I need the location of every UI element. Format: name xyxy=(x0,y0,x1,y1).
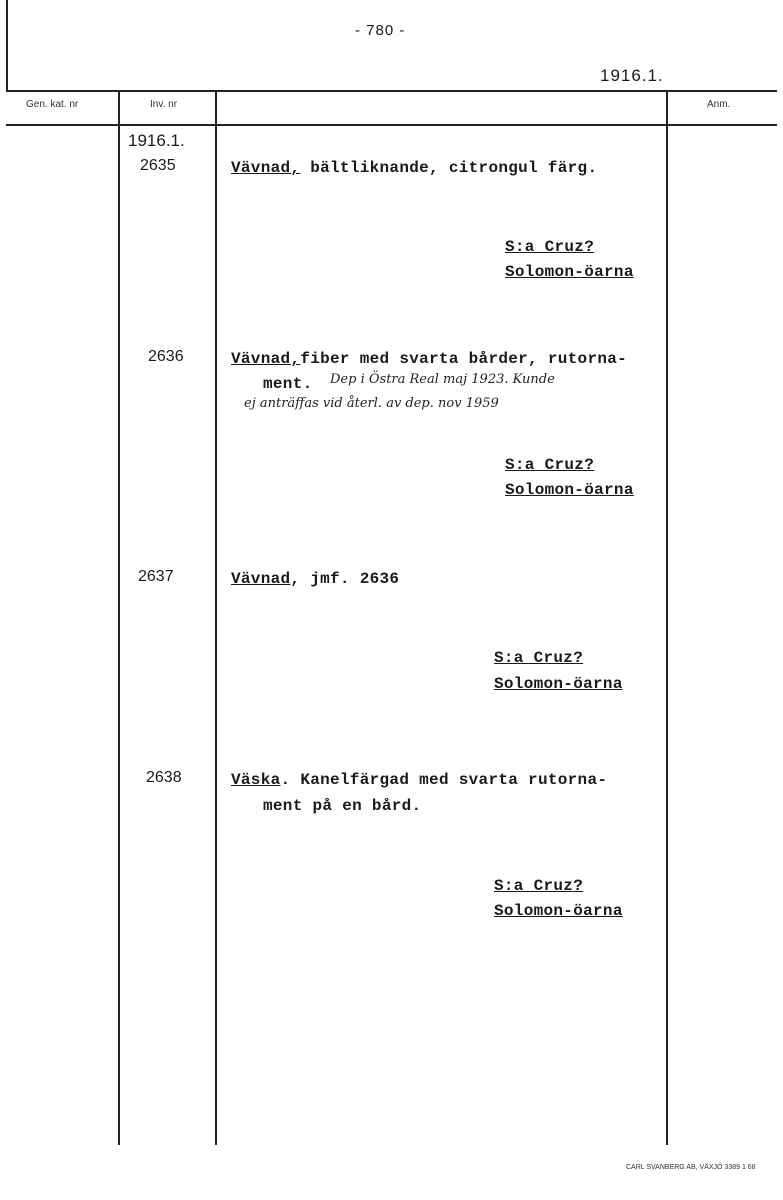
handwritten-note-line2: ej anträffas vid återl. av dep. nov 1959 xyxy=(244,396,499,411)
entry-place: S:a Cruz? xyxy=(494,877,584,895)
entry-title: Väska xyxy=(231,771,281,789)
entry-text: , jmf. 2636 xyxy=(290,570,400,588)
entry-place-region: Solomon-öarna xyxy=(505,481,634,499)
inv-number: 2638 xyxy=(146,769,182,786)
column-divider-text-anm xyxy=(666,90,668,1145)
inv-number: 2636 xyxy=(148,348,184,365)
entry-place: S:a Cruz? xyxy=(505,238,595,256)
handwritten-note: Dep i Östra Real maj 1923. Kunde xyxy=(330,372,555,387)
entry-text: bältliknande, citrongul färg. xyxy=(300,159,598,177)
entry-place-region: Solomon-öarna xyxy=(494,902,623,920)
header-top-rule xyxy=(6,90,777,92)
column-divider-gen-inv xyxy=(118,90,120,1145)
entry-description-line2: ment på en bård. xyxy=(263,797,422,815)
page-left-border xyxy=(6,0,8,91)
entry-title: Vävnad, xyxy=(231,159,301,177)
entry-description xyxy=(231,159,597,177)
column-header-inv-nr: Inv. nr xyxy=(150,99,178,110)
inv-number: 2635 xyxy=(140,157,176,174)
printer-imprint: CARL SVANBERG AB, VÄXJÖ 3389 1 68 xyxy=(626,1164,756,1171)
entry-description xyxy=(231,350,627,368)
column-divider-inv-text xyxy=(215,90,217,1145)
entry-title: Vävnad, xyxy=(231,350,301,368)
page-number: - 780 - xyxy=(355,22,406,39)
entry-text: . Kanelfärgad med svarta rutorna- xyxy=(280,771,608,789)
entry-place: S:a Cruz? xyxy=(505,456,595,474)
entry-title: Vävnad xyxy=(231,570,291,588)
entry-description xyxy=(231,771,607,789)
entry-description-line2: ment. xyxy=(263,375,313,393)
header-bottom-rule xyxy=(6,124,777,126)
entry-place-region: Solomon-öarna xyxy=(505,263,634,281)
entry-place: S:a Cruz? xyxy=(494,649,584,667)
entries-year: 1916.1. xyxy=(128,131,185,150)
inv-number: 2637 xyxy=(138,568,174,585)
page-year: 1916.1. xyxy=(600,66,664,85)
entry-place-region: Solomon-öarna xyxy=(494,675,623,693)
entry-description xyxy=(231,570,399,588)
entry-text: fiber med svarta bårder, rutorna- xyxy=(300,350,628,368)
column-header-anm: Anm. xyxy=(707,99,731,110)
column-header-gen-kat-nr: Gen. kat. nr xyxy=(26,99,79,110)
